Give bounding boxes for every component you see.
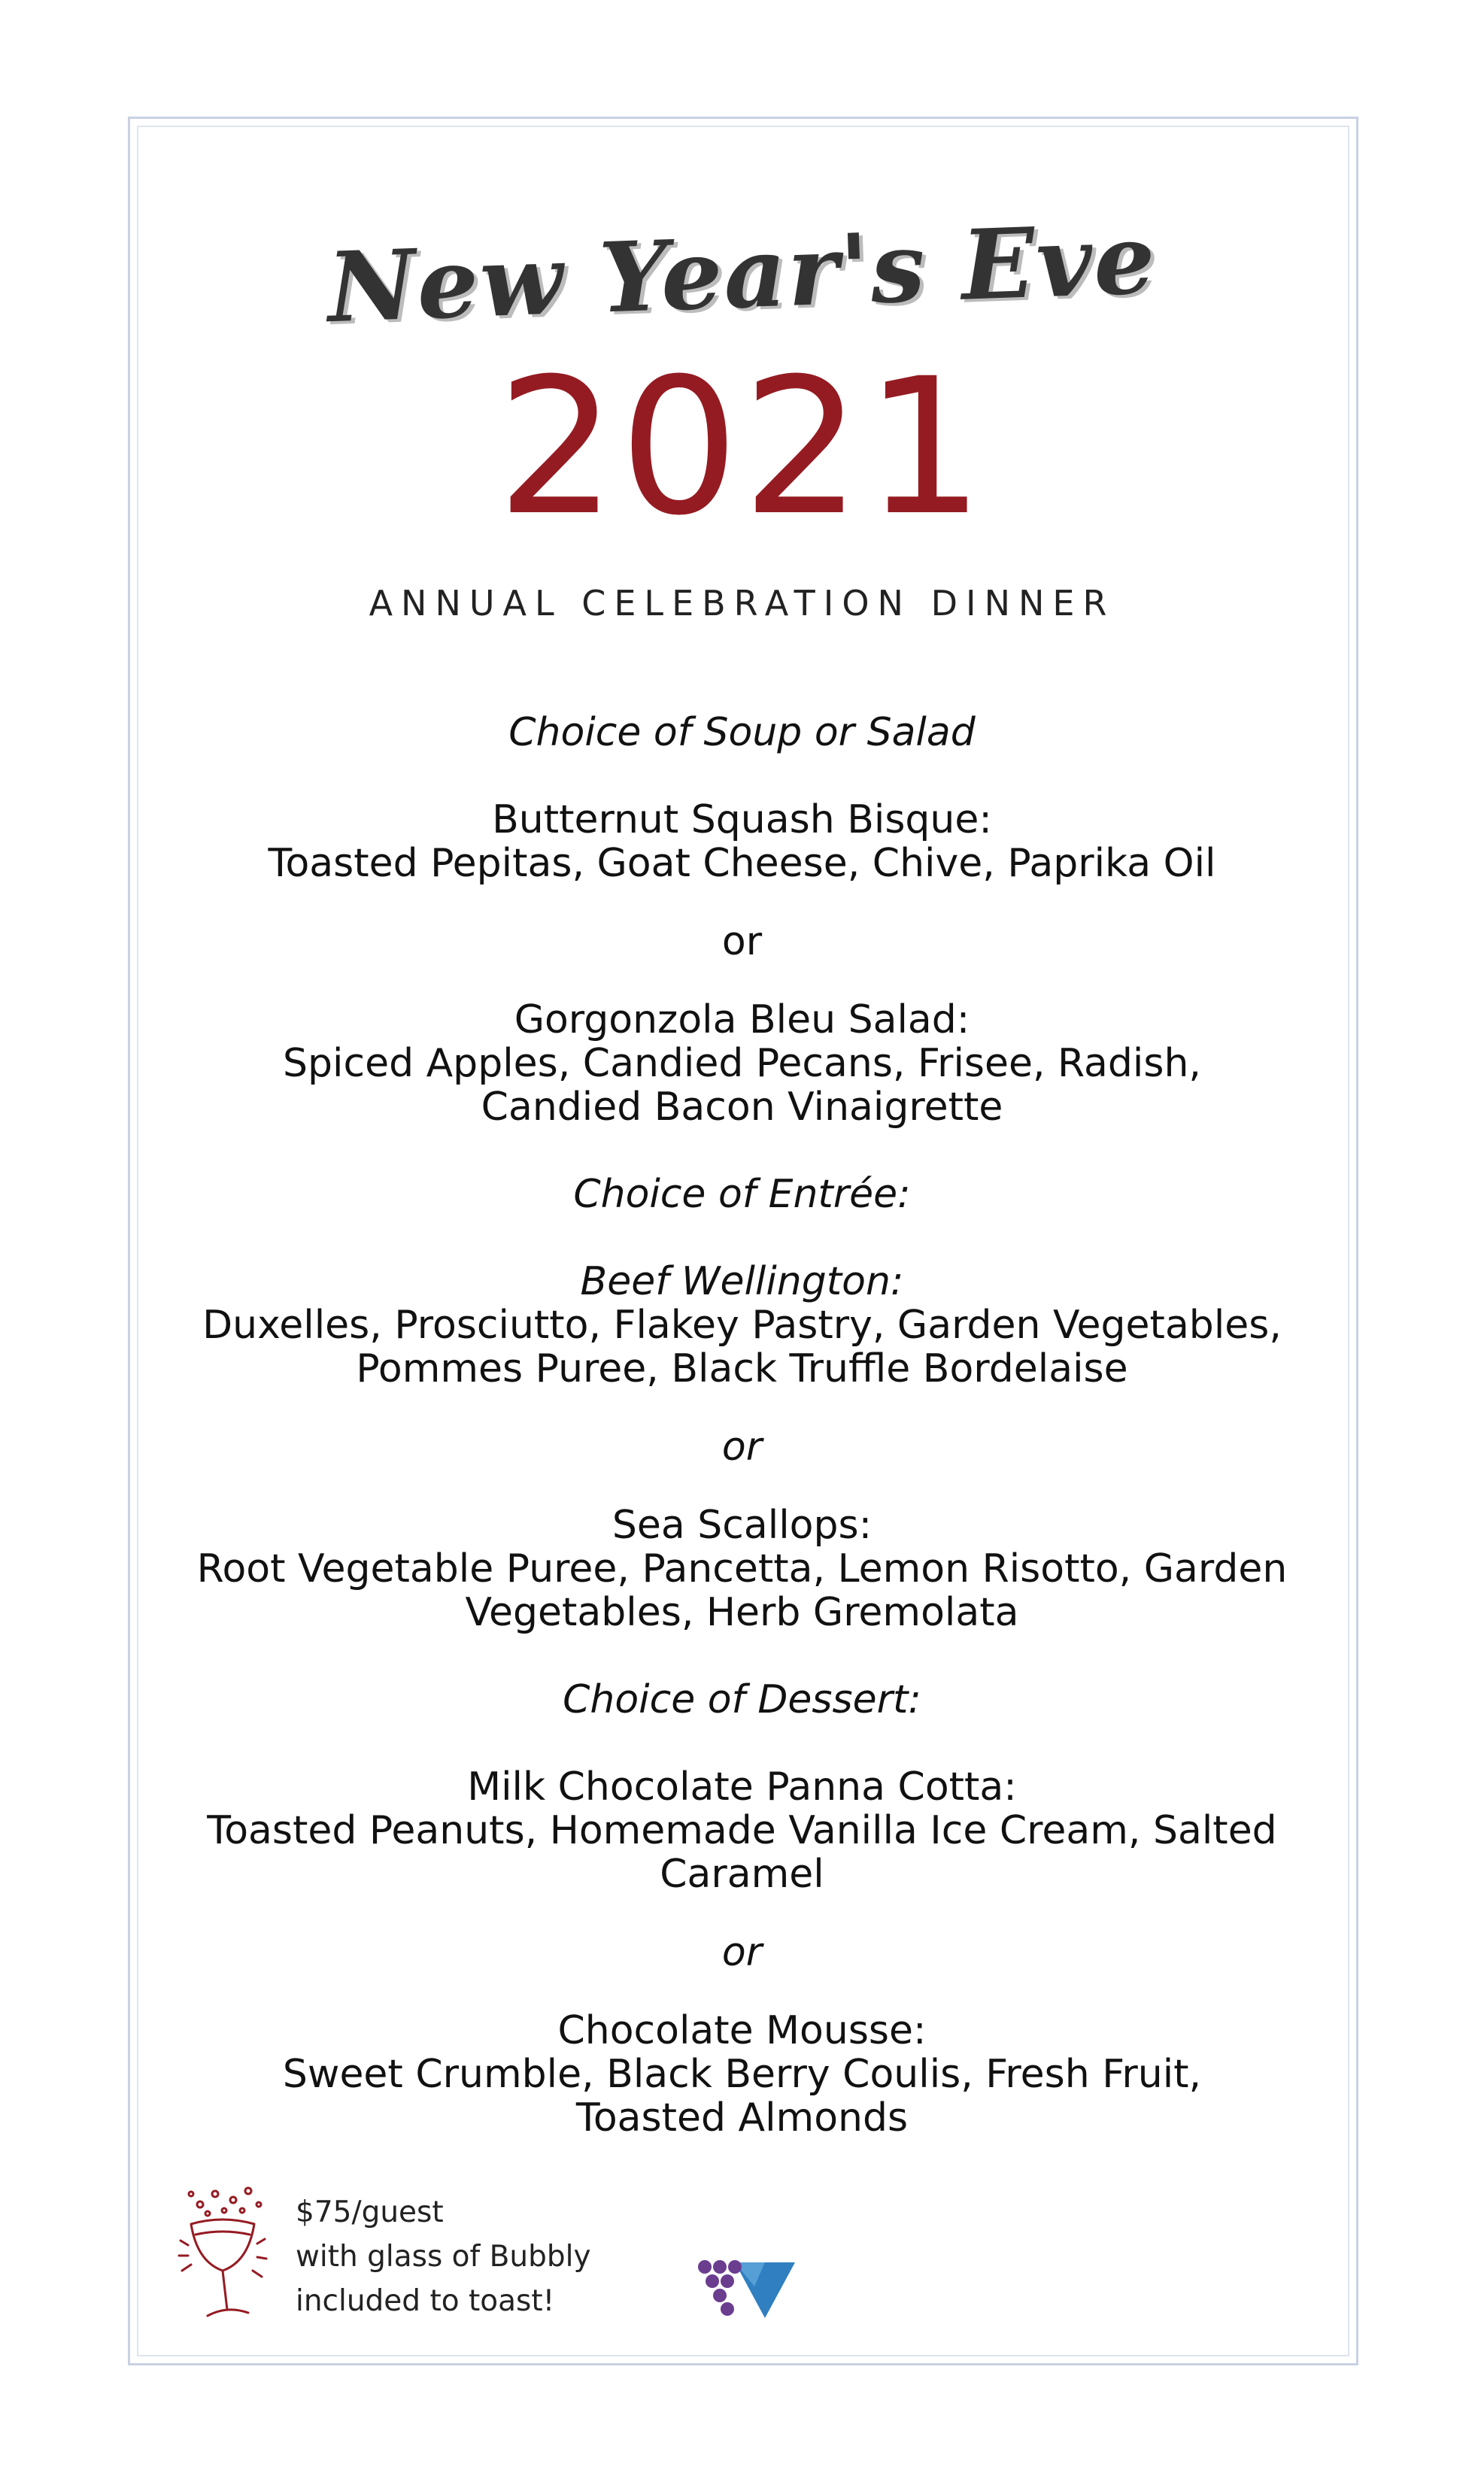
menu-item-name: Chocolate Mousse: (557, 2008, 927, 2053)
menu-item-description: Toasted Peanuts, Homemade Vanilla Ice Cream, Salted Caramel (207, 1808, 1277, 1897)
price-note (296, 2190, 591, 2323)
menu-item-description: Pommes Puree, Black Truffle Bordelaise (356, 1346, 1128, 1391)
grape-logo-icon (696, 2256, 797, 2320)
menu-item-description: Spiced Apples, Candied Pecans, Frisee, Radish, (283, 1041, 1201, 1086)
menu-item-name: Beef Wellington: (580, 1259, 904, 1304)
menu-body (181, 711, 1303, 2140)
or-divider: or (721, 1930, 763, 1975)
event-title: New Year's Eve (325, 202, 1159, 345)
menu-item-description: Root Vegetable Puree, Pancetta, Lemon Risotto, Garden (196, 1546, 1288, 1591)
course-heading-entree: Choice of Entrée: (573, 1172, 911, 1217)
menu-item-name: Sea Scallops: (612, 1503, 872, 1548)
menu-item-description: Sweet Crumble, Black Berry Coulis, Fresh Fruit, (282, 2052, 1202, 2097)
menu-item-name: Gorgonzola Bleu Salad: (514, 997, 970, 1042)
menu-item-name: Butternut Squash Bisque: (492, 797, 992, 842)
or-divider: or (721, 1425, 763, 1470)
menu-item-description: Toasted Pepitas, Goat Cheese, Chive, Paprika Oil (268, 841, 1216, 886)
event-year: 2021 (496, 338, 988, 557)
menu-item-description: Vegetables, Herb Gremolata (465, 1590, 1019, 1635)
menu-item-description: Duxelles, Prosciutto, Flakey Pastry, Garden Vegetables, (202, 1303, 1282, 1348)
menu-item-description: Candied Bacon Vinaigrette (481, 1085, 1003, 1130)
price-detail-line: included to toast! (296, 2284, 555, 2318)
course-heading-soup-salad: Choice of Soup or Salad (508, 710, 976, 755)
champagne-glass-icon (170, 2177, 275, 2328)
event-subtitle: ANNUAL CELEBRATION DINNER (369, 583, 1115, 624)
or-divider: or (721, 919, 763, 964)
menu-item-name: Milk Chocolate Panna Cotta: (467, 1764, 1017, 1810)
price-line: $75/guest (296, 2195, 444, 2229)
price-detail-line: with glass of Bubbly (296, 2240, 591, 2274)
course-heading-dessert: Choice of Dessert: (563, 1677, 921, 1722)
menu-item-description: Toasted Almonds (575, 2095, 909, 2141)
